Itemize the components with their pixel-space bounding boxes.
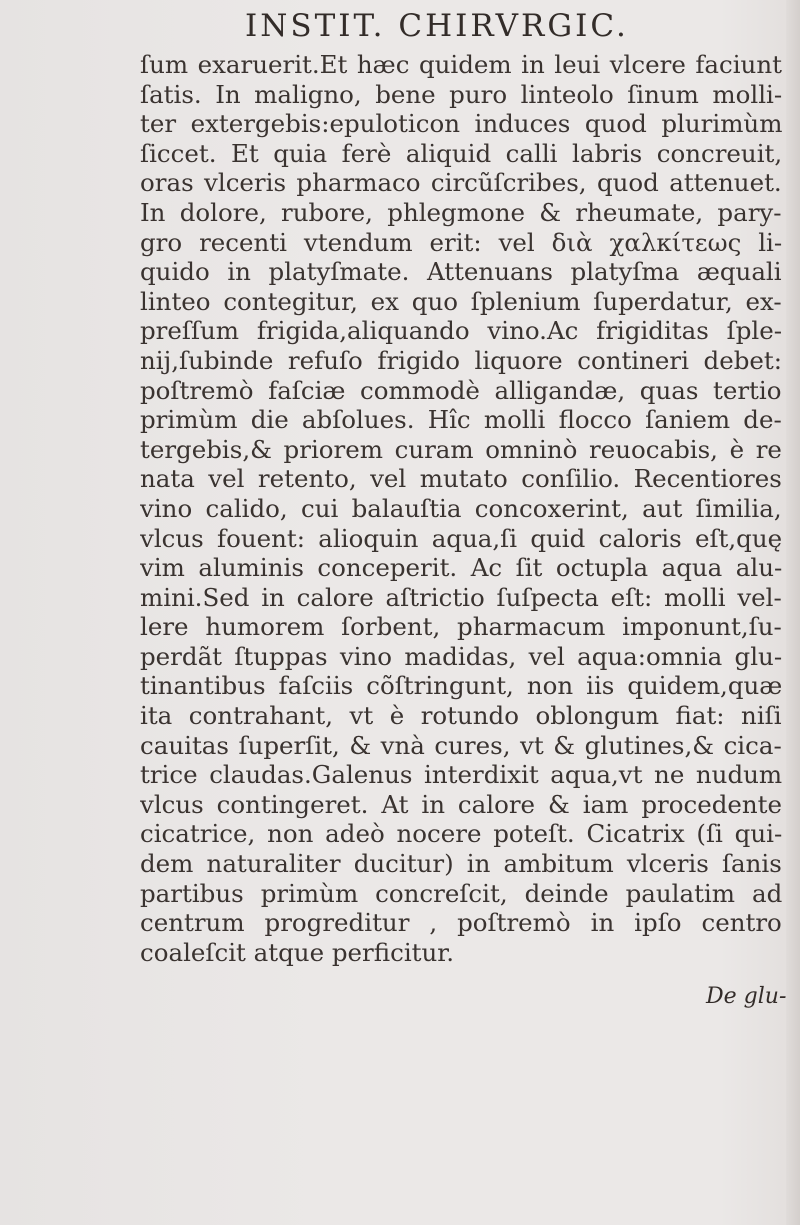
text-line: vlcus contingeret. At in calore & iam procedente bbox=[140, 789, 783, 819]
text-line: centrum progreditur , poſtremò in ipſo centro bbox=[140, 908, 782, 938]
text-line: ita contrahant, vt è rotundo oblongum fiat: niſi bbox=[140, 701, 782, 731]
text-line: trice claudas.Galenus interdixit aqua,vt ne nudum bbox=[140, 760, 783, 790]
catchword: De glu- bbox=[706, 984, 787, 1009]
text-line: vlcus fouent: alioquin aqua,ſi quid caloris eſt,quę bbox=[140, 523, 783, 553]
text-line: oras vlceris pharmaco circũſcribes, quod attenuet. bbox=[140, 168, 782, 198]
text-line: lere humorem ſorbent, pharmacum imponunt,ſu- bbox=[140, 612, 782, 642]
text-line: dem naturaliter ducitur) in ambitum vlceris ſanis bbox=[140, 849, 782, 879]
text-line: In dolore, rubore, phlegmone & rheumate, pary- bbox=[140, 197, 782, 227]
text-line: gro recenti vtendum erit: vel διὰ χαλκίτεως li- bbox=[140, 227, 783, 257]
body-text-block bbox=[140, 50, 790, 967]
text-line: vim aluminis conceperit. Ac ſit octupla aqua alu- bbox=[140, 553, 783, 583]
text-line: cicatrice, non adeò nocere poteſt. Cicatrix (ſi qui- bbox=[140, 819, 783, 849]
text-line: cauitas ſuperſit, & vnà cures, vt & glutines,& cica- bbox=[140, 730, 782, 760]
text-line: vino calido, cui balauſtia concoxerint, aut ſimilia, bbox=[140, 493, 782, 523]
text-line: primùm die abſolues. Hîc molli flocco ſaniem de- bbox=[140, 405, 782, 435]
text-line: tinantibus faſciis cõſtringunt, non iis quidem,quæ bbox=[140, 671, 783, 701]
text-line: mini.Sed in calore aſtrictio ſuſpecta eſt: molli vel- bbox=[140, 582, 782, 612]
text-line: preſſum frigida,aliquando vino.Ac frigiditas ſple- bbox=[140, 316, 782, 346]
text-line: ter extergebis:epuloticon induces quod plurimùm bbox=[140, 109, 783, 139]
text-line: linteo contegitur, ex quo ſplenium ſuperdatur, ex- bbox=[140, 286, 782, 316]
text-line: quido in platyſmate. Attenuans platyſma æquali bbox=[140, 257, 782, 287]
text-line: ſiccet. Et quia ferè aliquid calli labris concreuit, bbox=[140, 138, 783, 168]
text-line: ſum exaruerit.Et hæc quidem in leui vlcere faciunt bbox=[140, 50, 782, 79]
text-line: ſatis. In maligno, bene puro linteolo ſinum molli- bbox=[140, 79, 783, 109]
text-line: perdãt ſtuppas vino madidas, vel aqua:omnia glu- bbox=[140, 641, 783, 671]
text-line: partibus primùm concreſcit, deinde paulatim ad bbox=[140, 878, 783, 908]
text-line: nata vel retento, vel mutato conſilio. Recentiores bbox=[140, 464, 782, 494]
text-line: coaleſcit atque perficitur. bbox=[140, 937, 455, 967]
text-line: poſtremò faſciæ commodè alligandæ, quas tertio bbox=[140, 375, 782, 405]
text-line: nij,ſubinde refuſo frigido liquore contineri debet: bbox=[140, 345, 783, 375]
running-title: INSTIT. CHIRVRGIC. bbox=[245, 8, 629, 44]
text-line: tergebis,& priorem curam omninò reuocabis, è re bbox=[140, 434, 782, 464]
